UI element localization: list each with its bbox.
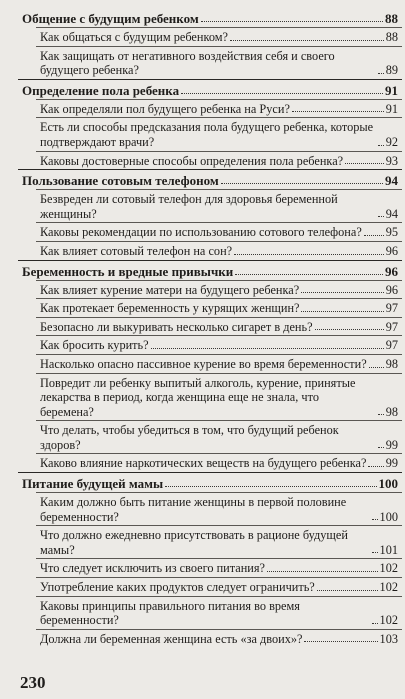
entry-page: 94 (385, 206, 398, 221)
toc-entry (36, 525, 402, 558)
toc-entry (36, 629, 402, 648)
dot-leader (372, 519, 378, 520)
entry-page: 88 (385, 30, 398, 44)
toc-entry (36, 222, 402, 241)
entry-page: 91 (385, 101, 398, 116)
dot-leader (369, 367, 384, 368)
dot-leader (221, 183, 383, 184)
entry-page: 89 (385, 63, 398, 78)
entry-title: Каким должно быть питание женщины в первой половине беременности? (40, 495, 347, 524)
page-number: 230 (20, 673, 46, 692)
dot-leader (378, 216, 384, 217)
dot-leader (378, 447, 384, 448)
entry-page: 99 (385, 456, 398, 471)
entry-title: Повредит ли ребенку выпитый алкоголь, курение, принятые лекарства в период, когда женщина еще не знала, что беремена? (40, 375, 356, 419)
dot-leader (230, 40, 384, 41)
toc-entry (36, 241, 402, 260)
toc-section-heading (18, 260, 402, 280)
entry-title: Как защищать от негативного воздействия себя и своего будущего ребенка? (40, 48, 335, 78)
entry-title: Что делать, чтобы убедиться в том, что будущий ребенок здоров? (40, 423, 339, 452)
entry-title: Каковы достоверные способы определения пола ребенка? (40, 153, 344, 168)
entry-title: Каковы принципы правильного питания во время беременности? (40, 598, 300, 628)
section-title: Общение с будущим ребенком (22, 11, 199, 26)
dot-leader (234, 254, 384, 255)
entry-title: Как общаться с будущим ребенком? (40, 30, 228, 44)
entry-title: Каковы рекомендации по использованию сотового телефона? (40, 225, 362, 240)
entry-title: Безопасно ли выкуривать несколько сигарет в день? (40, 319, 313, 334)
entry-page: 102 (379, 580, 398, 595)
toc-section-heading (18, 10, 402, 27)
dot-leader (372, 623, 378, 624)
toc-entry (36, 189, 402, 222)
toc-entry (36, 558, 402, 577)
entry-page: 97 (385, 301, 398, 316)
section-page: 91 (385, 82, 398, 98)
dot-leader (315, 329, 384, 330)
entry-page: 103 (379, 631, 398, 646)
section-title: Пользование сотовым телефоном (22, 173, 219, 189)
toc-entry (36, 117, 402, 150)
toc-entry (36, 298, 402, 317)
toc-entry (36, 373, 402, 421)
table-of-contents (18, 10, 402, 647)
entry-title: Что должно ежедневно присутствовать в рационе будущей мамы? (40, 528, 348, 557)
entry-page: 98 (385, 404, 398, 419)
toc-entry (36, 280, 402, 299)
toc-entry (36, 46, 402, 79)
toc-entry (36, 596, 402, 629)
entry-title: Как влияет сотовый телефон на сон? (40, 243, 233, 258)
section-page: 88 (385, 11, 398, 26)
entry-page: 93 (385, 153, 398, 168)
dot-leader (235, 274, 383, 275)
entry-page: 97 (385, 338, 398, 353)
toc-entry (36, 27, 402, 46)
entry-title: Как определяли пол будущего ребенка на Руси? (40, 101, 290, 116)
entry-page: 92 (385, 134, 398, 149)
toc-entry (36, 317, 402, 336)
toc-entry (36, 577, 402, 596)
toc-section-heading (18, 169, 402, 189)
dot-leader (368, 466, 383, 467)
entry-title: Как бросить курить? (40, 338, 149, 353)
toc-entry (36, 420, 402, 453)
entry-title: Как влияет курение матери на будущего ребенка? (40, 282, 300, 297)
entry-page: 95 (385, 225, 398, 240)
entry-title: Должна ли беременная женщина есть «за двоих»? (40, 631, 303, 646)
entry-title: Есть ли способы предсказания пола будущего ребенка, которые подтверждают врачи? (40, 120, 374, 149)
section-title: Беременность и вредные привычки (22, 263, 234, 279)
dot-leader (378, 145, 384, 146)
toc-entry (36, 492, 402, 525)
entry-title: Каково влияние наркотических веществ на будущего ребенка? (40, 456, 367, 471)
entry-title: Как протекает беременность у курящих женщин? (40, 301, 300, 316)
toc-entry (36, 453, 402, 472)
dot-leader (181, 93, 383, 94)
toc-entry (36, 354, 402, 373)
dot-leader (304, 641, 377, 642)
entry-page: 97 (385, 319, 398, 334)
dot-leader (151, 348, 384, 349)
toc-section-heading (18, 79, 402, 99)
entry-page: 96 (385, 243, 398, 258)
entry-title: Насколько опасно пассивное курение во время беременности? (40, 356, 367, 371)
entry-title: Безвреден ли сотовый телефон для здоровья беременной женщины? (40, 192, 338, 221)
toc-section-heading (18, 472, 402, 492)
entry-page: 101 (379, 542, 398, 557)
section-title: Определение пола ребенка (22, 82, 180, 98)
section-page: 94 (385, 173, 398, 189)
section-title: Питание будущей мамы (22, 476, 164, 492)
entry-page: 98 (385, 356, 398, 371)
entry-page: 100 (379, 509, 398, 524)
dot-leader (301, 311, 383, 312)
dot-leader (317, 590, 378, 591)
dot-leader (378, 414, 384, 415)
entry-page: 99 (385, 437, 398, 452)
entry-page: 102 (379, 561, 398, 576)
dot-leader (345, 163, 384, 164)
entry-title: Что следует исключить из своего питания? (40, 561, 265, 576)
toc-entry (36, 151, 402, 170)
dot-leader (165, 486, 376, 487)
dot-leader (378, 73, 384, 74)
section-page: 100 (378, 476, 398, 492)
toc-entry (36, 335, 402, 354)
entry-page: 102 (379, 613, 398, 628)
entry-title: Употребление каких продуктов следует ограничить? (40, 580, 315, 595)
dot-leader (364, 235, 384, 236)
entry-page: 96 (385, 282, 398, 297)
toc-entry (36, 99, 402, 118)
dot-leader (292, 111, 384, 112)
dot-leader (301, 292, 384, 293)
dot-leader (201, 21, 383, 22)
dot-leader (372, 552, 378, 553)
dot-leader (267, 571, 378, 572)
section-page: 96 (385, 263, 398, 279)
